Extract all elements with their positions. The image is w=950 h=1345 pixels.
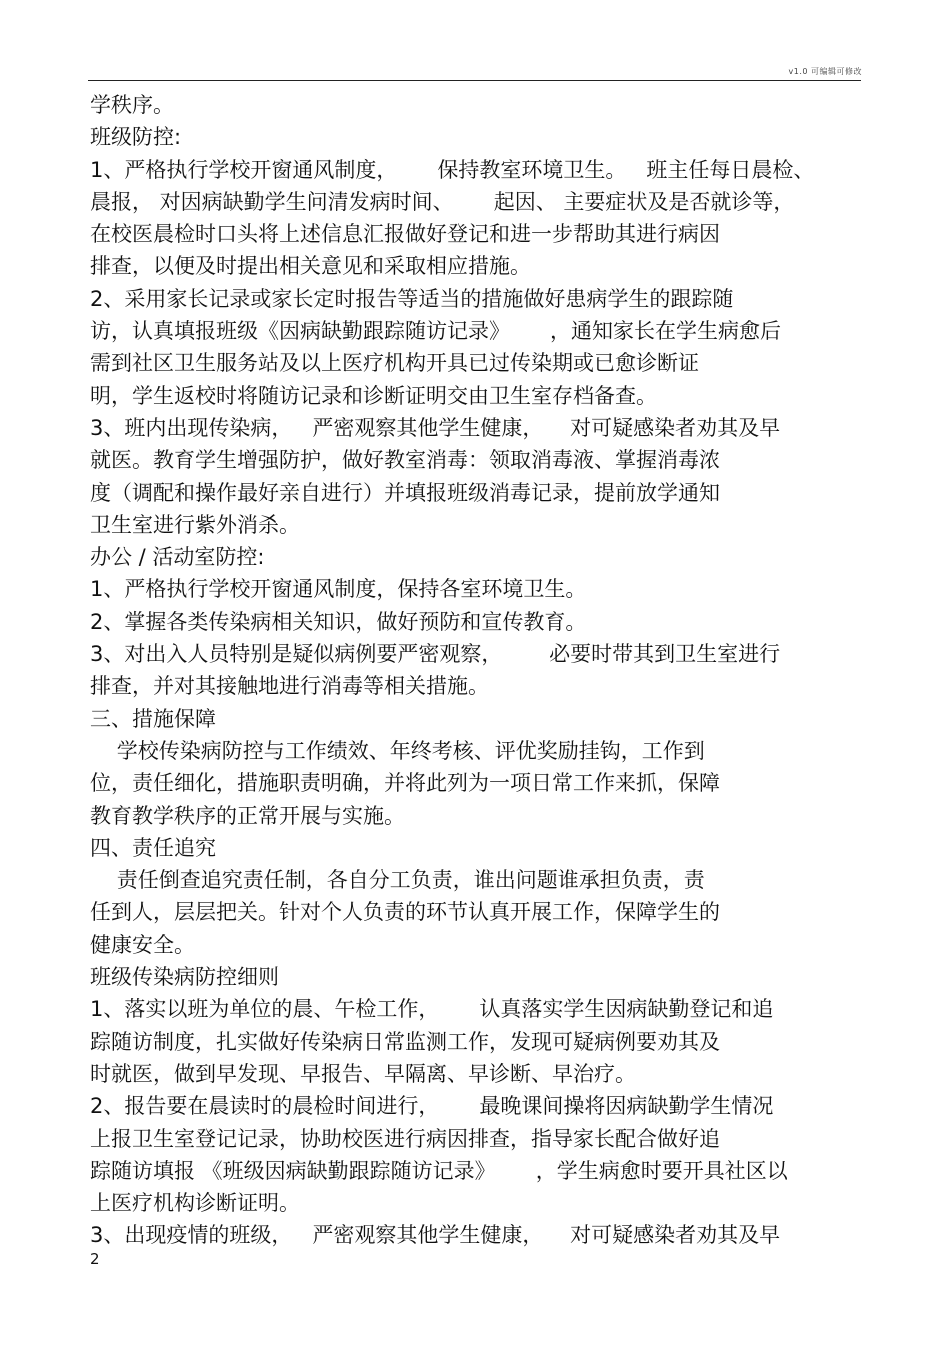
text-line: 时就医，做到早发现、早报告、早隔离、早诊断、早治疗。 [90, 1061, 636, 1086]
text-line: 1、严格执行学校开窗通风制度， 保持教室环境卫生。 班主任每日晨检、 [90, 157, 815, 182]
section-heading: 三、措施保障 [90, 706, 216, 731]
section-heading: 四、责任追究 [90, 835, 216, 860]
text-line: 排查，以便及时提出相关意见和采取相应措施。 [90, 254, 531, 279]
text-line: 晨报， 对因病缺勤学生问清发病时间、 起因、 主要症状及是否就诊等， [90, 189, 795, 214]
text-line: 3、出现疫情的班级， 严密观察其他学生健康， 对可疑感染者劝其及早 [90, 1223, 781, 1248]
text-line: 3、对出入人员特别是疑似病例要严密观察， 必要时带其到卫生室进行 [90, 642, 781, 667]
text-line: 2、报告要在晨读时的晨检时间进行， 最晚课间操将因病缺勤学生情况 [90, 1094, 774, 1119]
text-line: 2、采用家长记录或家长定时报告等适当的措施做好患病学生的跟踪随 [90, 286, 734, 311]
section-heading: 班级防控: [90, 125, 182, 150]
page-number: 2 [90, 1250, 100, 1268]
text-line: 3、班内出现传染病， 严密观察其他学生健康， 对可疑感染者劝其及早 [90, 415, 781, 440]
text-line: 责任倒查追究责任制，各自分工负责，谁出问题谁承担负责，责 [90, 868, 705, 893]
text-line: 2、掌握各类传染病相关知识，做好预防和宣传教育。 [90, 609, 587, 634]
text-line: 踪随访制度，扎实做好传染病日常监测工作，发现可疑病例要劝其及 [90, 1029, 720, 1054]
text-line: 学秩序。 [90, 93, 174, 117]
text-line: 需到社区卫生服务站及以上医疗机构开具已过传染期或已愈诊断证 [90, 351, 699, 376]
text-line: 位，责任细化，措施职责明确，并将此列为一项日常工作来抓，保障 [90, 771, 720, 796]
text-line: 明，学生返校时将随访记录和诊断证明交由卫生室存档备查。 [90, 383, 657, 408]
text-line: 卫生室进行紫外消杀。 [90, 512, 300, 537]
text-line: 就医。教育学生增强防护，做好教室消毒：领取消毒液、掌握消毒浓 [90, 448, 720, 473]
text-line: 任到人，层层把关。针对个人负责的环节认真开展工作，保障学生的 [90, 900, 720, 925]
text-line: 上报卫生室登记记录，协助校医进行病因排查，指导家长配合做好追 [90, 1126, 720, 1151]
document-body [90, 89, 860, 1252]
text-line: 在校医晨检时口头将上述信息汇报做好登记和进一步帮助其进行病因 [90, 222, 720, 247]
version-tag: v1.0 可编辑可修改 [788, 67, 862, 76]
text-line: 教育教学秩序的正常开展与实施。 [90, 803, 405, 828]
text-line: 健康安全。 [90, 932, 195, 957]
text-line: 踪随访填报 《班级因病缺勤跟踪随访记录》 ，学生病愈时要开具社区以 [90, 1158, 788, 1183]
text-line: 1、落实以班为单位的晨、午检工作， 认真落实学生因病缺勤登记和追 [90, 997, 774, 1022]
text-line: 1、严格执行学校开窗通风制度，保持各室环境卫生。 [90, 577, 587, 602]
text-line: 度（调配和操作最好亲自进行）并填报班级消毒记录，提前放学通知 [90, 480, 720, 505]
text-line: 上医疗机构诊断证明。 [90, 1191, 300, 1216]
section-heading: 班级传染病防控细则 [90, 965, 279, 990]
text-line: 排查，并对其接触地进行消毒等相关措施。 [90, 674, 489, 699]
text-line: 学校传染病防控与工作绩效、年终考核、评优奖励挂钩，工作到 [90, 738, 705, 763]
header-divider [88, 80, 861, 81]
text-line: 访，认真填报班级《因病缺勤跟踪随访记录》 ，通知家长在学生病愈后 [90, 319, 782, 344]
section-heading: 办公 / 活动室防控: [90, 545, 265, 570]
